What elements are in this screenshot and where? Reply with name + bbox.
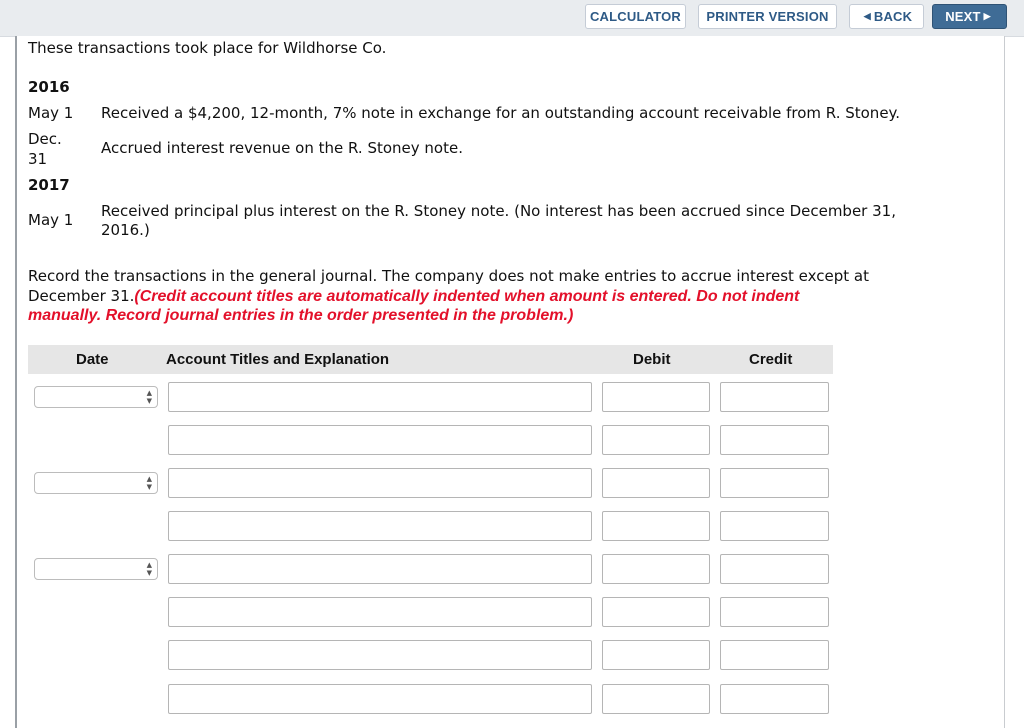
debit-input[interactable] [602, 640, 710, 670]
select-arrows-icon: ▲ ▼ [146, 389, 152, 405]
credit-input[interactable] [720, 468, 829, 498]
transaction-2-date-line2: 31 [28, 150, 48, 168]
account-title-input[interactable] [168, 597, 592, 627]
account-title-input[interactable] [168, 468, 592, 498]
debit-input[interactable] [602, 425, 710, 455]
debit-input[interactable] [602, 511, 710, 541]
chevron-right-icon: ▶ [983, 11, 991, 21]
account-title-input[interactable] [168, 425, 592, 455]
credit-input[interactable] [720, 684, 829, 714]
credit-input[interactable] [720, 511, 829, 541]
back-label: BACK [873, 9, 913, 24]
chevron-left-icon: ◀ [863, 11, 871, 21]
year-2017: 2017 [28, 176, 70, 194]
next-button[interactable] [932, 4, 1007, 29]
transaction-1-desc: Received a $4,200, 12-month, 7% note in exchange for an outstanding account receivable from R. Stoney. [101, 104, 901, 122]
date-select[interactable] [34, 386, 158, 408]
select-arrows-icon: ▲ ▼ [146, 561, 152, 577]
instructions-red-1: (Credit account titles are automatically indented when amount is entered. Do not indent [134, 288, 800, 305]
transaction-3-desc-line1: Received principal plus interest on the R. Stoney note. (No interest has been accrued since December 31, [101, 202, 896, 220]
account-title-input[interactable] [168, 554, 592, 584]
journal-table-header [28, 345, 833, 374]
printer-version-button[interactable]: PRINTER VERSION [698, 4, 837, 29]
select-arrows-icon: ▲ ▼ [146, 475, 152, 491]
credit-input[interactable] [720, 597, 829, 627]
transaction-2-date-line1: Dec. [28, 130, 62, 148]
intro-text: These transactions took place for Wildhorse Co. [28, 39, 387, 57]
top-toolbar [0, 0, 1024, 37]
instructions-red-2: manually. Record journal entries in the order presented in the problem.) [28, 307, 574, 324]
header-debit: Debit [633, 351, 671, 368]
debit-input[interactable] [602, 468, 710, 498]
header-credit: Credit [749, 351, 793, 368]
instructions-line1: Record the transactions in the general journal. The company does not make entries to accrue interest except at [28, 267, 869, 285]
debit-input[interactable] [602, 597, 710, 627]
date-select[interactable] [34, 472, 158, 494]
account-title-input[interactable] [168, 511, 592, 541]
next-label: NEXT [945, 9, 981, 24]
credit-input[interactable] [720, 640, 829, 670]
transaction-3-desc-line2: 2016.) [101, 221, 150, 239]
debit-input[interactable] [602, 554, 710, 584]
transaction-2-desc: Accrued interest revenue on the R. Stoney note. [101, 139, 463, 157]
credit-input[interactable] [720, 425, 829, 455]
year-2016: 2016 [28, 78, 70, 96]
credit-input[interactable] [720, 554, 829, 584]
account-title-input[interactable] [168, 640, 592, 670]
transaction-3-date: May 1 [28, 211, 74, 229]
instructions-plain: December 31. [28, 287, 135, 305]
credit-input[interactable] [720, 382, 829, 412]
instructions-line2 [28, 287, 799, 306]
calculator-button[interactable]: CALCULATOR [585, 4, 686, 29]
back-button[interactable] [849, 4, 924, 29]
debit-input[interactable] [602, 684, 710, 714]
account-title-input[interactable] [168, 684, 592, 714]
debit-input[interactable] [602, 382, 710, 412]
account-title-input[interactable] [168, 382, 592, 412]
header-date: Date [76, 351, 109, 368]
date-select[interactable] [34, 558, 158, 580]
header-account-titles: Account Titles and Explanation [166, 351, 390, 368]
transaction-1-date: May 1 [28, 104, 74, 122]
